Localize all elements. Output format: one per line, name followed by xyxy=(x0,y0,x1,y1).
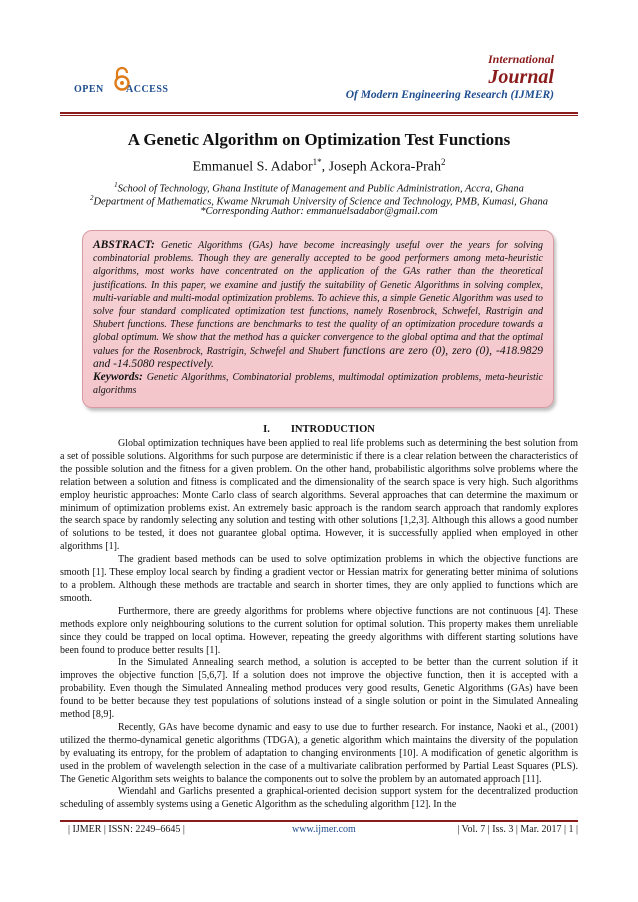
affiliation-2-marker: 2 xyxy=(89,194,94,202)
header-rule xyxy=(60,112,578,116)
affiliation-2-text: Department of Mathematics, Kwame Nkrumah University of Science and Technology, PMB, Kumasi, Ghana xyxy=(93,196,549,208)
author-2-marker: 2 xyxy=(441,157,446,167)
author-2: Joseph Ackora-Prah xyxy=(328,159,442,175)
affiliation-1-marker: 1 xyxy=(114,181,118,189)
corresponding-author: *Corresponding Author: emmanuelsadabor@gmail.com xyxy=(200,206,438,217)
body-paragraph: In the Simulated Annealing search method, a solution is accepted to be better than the current solution if it improves the objective function [5,6,7]. If a solution does not improve the objective function, then it is accepted with a probability. Even though the Simulated Annealing method produces very good results, Genetic Algorithms (GAs) have been found to be better because they test populations of solutions instead of a single solution or point in the Simulated Annealing method [8,9]. xyxy=(60,657,578,721)
abstract-paragraph xyxy=(93,239,543,371)
section-heading: I. INTRODUCTION xyxy=(263,424,375,435)
body-paragraph: Recently, GAs have become dynamic and easy to use due to further research. For instance, Naoki et al., (2001) utilized the thermo-dynamical genetic algorithms (TDGA), a genetic algorithm which maintains the diversity of the population by evaluating its entropy, for the problem of adaptation to changing environments [10]. A modification of genetic algorithm is used in the problem of wavelength selection in the case of a multivariate calibration performed by Partial Least Squares (PLS). The Genetic Algorithm sets weights to balance the components out to solve the problem by an automated approach [11]. xyxy=(60,721,578,785)
journal-line-international: International xyxy=(487,52,554,66)
affiliation-1-text: School of Technology, Ghana Institute of Management and Public Administration, Accra, Ghana xyxy=(117,183,524,195)
open-access-logo xyxy=(74,64,204,104)
author-1: Emmanuel S. Adabor xyxy=(192,159,313,175)
journal-line-journal: Journal xyxy=(488,66,554,88)
open-access-access-text: ACCESS xyxy=(126,84,169,95)
open-access-open-text: OPEN xyxy=(74,84,104,95)
abstract-label: ABSTRACT: xyxy=(93,239,155,251)
body-paragraph: Wiendahl and Garlichs presented a graphical-oriented decision support system for the decentralized production scheduling of assembly systems using a Genetic Algorithm as the scheduling algorithm [12]. In the xyxy=(60,786,578,811)
author-line xyxy=(60,157,578,176)
keywords-text: Genetic Algorithms, Combinatorial problems, multimodal optimization problems, meta-heuristic algorithms xyxy=(93,372,543,397)
footer-website-link[interactable]: www.ijmer.com xyxy=(292,824,356,835)
abstract-box xyxy=(82,230,554,408)
footer-issn: | IJMER | ISSN: 2249–6645 | xyxy=(68,824,185,835)
body-paragraph: Furthermore, there are greedy algorithms for problems where objective functions are not continuous [4]. These methods explore only neighbouring solutions to the current solution for optimal solution. This property makes them unreliable since they could be trapped on local optima. However, repeating the greedy algorithms with different starting solutions have been found to produce better results [1]. xyxy=(60,605,578,656)
footer-rule xyxy=(60,820,578,822)
journal-line-name: Of Modern Engineering Research (IJMER) xyxy=(345,89,554,101)
body-paragraph: The gradient based methods can be used to solve optimization problems in which the objective functions are smooth [1]. These employ local search by finding a gradient vector or Hessian matrix for generating better minima of solutions to a problem. Although these methods are tractable and search in shorter times, they are only applied to functions which are smooth. xyxy=(60,554,578,604)
introduction-body xyxy=(60,438,578,812)
footer-volume: | Vol. 7 | Iss. 3 | Mar. 2017 | 1 | xyxy=(457,824,578,835)
abstract-text-end: functions are zero (0), zero (0), -418.9829 and -14.5080 respectively. xyxy=(93,344,543,370)
abstract-text: Genetic Algorithms (GAs) have become increasingly useful over the years for solving combinatorial problems. Though they are generally accepted to be good performers among meta-heuristic algorithms, most works have concentrated on the application of the GAs rather than the theoretical justifications. In this paper, we examine and justify the suitability of Genetic Algorithms in solving complex, multi-variable and multi-modal optimization problems. To achieve this, a simple Genetic Algorithm was used to solve four standard complicated optimization test functions, namely Rosenbrock, Schwefel, Rastrigin and Shubert functions. These functions are benchmarks to test the quality of an optimization procedure towards a global optimum. We show that the method has a quicker convergence to the global optima and that the optimal values for the Rosenbrock, Rastrigin, Schwefel and Shubert xyxy=(93,240,543,357)
keywords-paragraph xyxy=(93,371,543,397)
keywords-label: Keywords: xyxy=(93,371,143,384)
paper-title: A Genetic Algorithm on Optimization Test Functions xyxy=(127,130,511,149)
journal-masthead xyxy=(346,52,554,102)
author-1-marker: 1* xyxy=(312,157,322,167)
author-separator: , xyxy=(321,159,329,175)
body-paragraph: Global optimization techniques have been applied to real life problems such as determining the best solution from a set of possible solutions. Algorithms for such purpose are deterministic if there is a clear relation between the characteristics of the possible solution and the fitness for a given problem. On the other hand, probabilistic algorithms solve problems where the relation between a solution and fitness is complicated and the dimensionality of the search space is very high. Such algorithms employ heuristic approaches: Monte Carlo class of search algorithms. Several approaches that can determine the maximum or minimum of optimization problems exist. An extremely basic approach is the random search approach that randomly explores the search space by randomly selecting any solution and testing with other solutions [1,2,3]. Although this allows a good number of solutions to be tested, it does not guarantee global optima. However, it is successfully applied when employed in other algorithms [1]. xyxy=(60,438,578,553)
